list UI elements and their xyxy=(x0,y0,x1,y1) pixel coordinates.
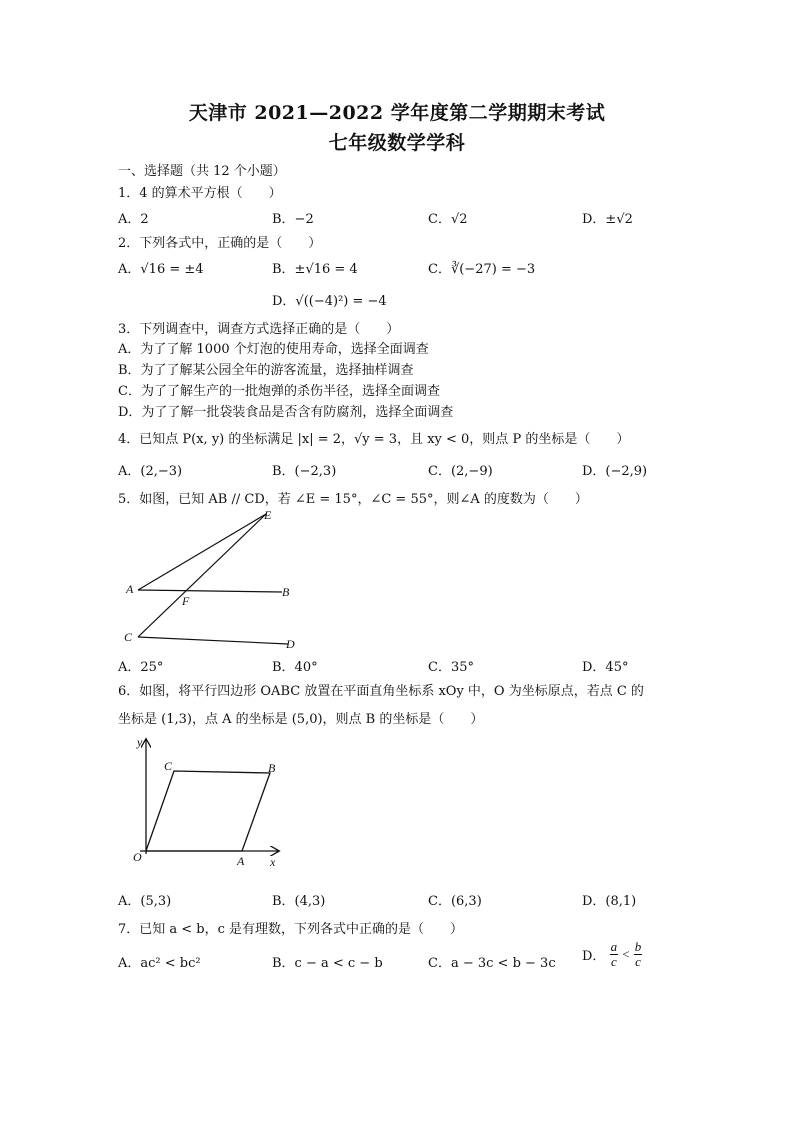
q6-option-c: C．(6,3) xyxy=(428,894,482,909)
q6-figure xyxy=(118,730,293,875)
label-x: x xyxy=(270,855,276,869)
q1-option-c: C．√2 xyxy=(428,212,468,227)
fraction-denominator: c xyxy=(635,954,641,969)
q2-option-b: B．±√16 = 4 xyxy=(272,262,358,277)
label-e: E xyxy=(264,508,272,522)
q7-option-c: C．a − 3c < b − 3c xyxy=(428,956,556,971)
question-4-stem: 4．已知点 P(x, y) 的坐标满足 |x| = 2，√y = 3，且 xy < 0，则点 P 的坐标是（ ） xyxy=(118,432,630,447)
label-a: A xyxy=(126,582,134,596)
q2-option-c: C．∛(−27) = −3 xyxy=(428,262,536,277)
page-subtitle: 七年级数学学科 xyxy=(328,132,466,154)
q4-option-d: D．(−2,9) xyxy=(582,464,648,479)
fraction-numerator: a xyxy=(610,939,618,954)
line-cd xyxy=(138,637,288,644)
q1-option-a: A．2 xyxy=(118,212,149,227)
q5-option-b: B．40° xyxy=(272,660,318,675)
question-5-stem: 5．如图，已知 AB // CD，若 ∠E = 15°，∠C = 55°，则∠A 的度数为（ ） xyxy=(118,492,588,507)
line-ce xyxy=(138,514,266,637)
q4-option-a: A．(2,−3) xyxy=(118,464,183,479)
q7-option-d-prefix: D． xyxy=(582,949,606,964)
label-b: B xyxy=(282,585,290,599)
label-c: C xyxy=(164,759,173,773)
q5-figure xyxy=(118,508,308,650)
q4-option-b: B．(−2,3) xyxy=(272,464,337,479)
q5-option-d: D．45° xyxy=(582,660,629,675)
q4-option-c: C．(2,−9) xyxy=(428,464,493,479)
q3-option-a: A．为了了解 1000 个灯泡的使用寿命，选择全面调查 xyxy=(118,342,429,357)
fraction-denominator: c xyxy=(610,954,617,969)
fraction-numerator: b xyxy=(634,939,642,954)
q6-option-b: B．(4,3) xyxy=(272,894,326,909)
q2-option-d: D．√((−4)²) = −4 xyxy=(272,294,387,309)
question-6-stem-line1: 6．如图，将平行四边形 OABC 放置在平面直角坐标系 xOy 中，O 为坐标原点，若点 C 的 xyxy=(118,684,644,699)
page-title: 天津市 2021—2022 学年度第二学期期末考试 xyxy=(188,102,606,124)
less-than-sign: < xyxy=(622,946,630,962)
section-heading: 一、选择题（共 12 个小题） xyxy=(118,164,286,179)
label-f: F xyxy=(182,594,190,608)
label-b: B xyxy=(268,761,276,775)
q7-option-b: B．c − a < c − b xyxy=(272,956,383,971)
fraction-a-over-c xyxy=(610,940,619,969)
question-7-stem: 7．已知 a < b，c 是有理数，下列各式中正确的是（ ） xyxy=(118,922,464,937)
q1-option-d: D．±√2 xyxy=(582,212,633,227)
q3-option-b: B．为了了解某公园全年的游客流量，选择抽样调查 xyxy=(118,363,414,378)
q7-option-d xyxy=(582,940,642,969)
q2-option-a: A．√16 = ±4 xyxy=(118,262,204,277)
label-a: A xyxy=(237,854,245,868)
q6-option-d: D．(8,1) xyxy=(582,894,637,909)
q7-option-a: A．ac² < bc² xyxy=(118,956,201,971)
line-ab xyxy=(138,590,282,592)
fraction-b-over-c xyxy=(634,940,643,969)
question-3-stem: 3．下列调查中，调查方式选择正确的是（ ） xyxy=(118,322,400,337)
q1-option-b: B．−2 xyxy=(272,212,314,227)
label-d: D xyxy=(286,637,295,650)
q5-option-c: C．35° xyxy=(428,660,474,675)
q5-option-a: A．25° xyxy=(118,660,164,675)
question-2-stem: 2．下列各式中，正确的是（ ） xyxy=(118,236,322,251)
parallelogram-oabc xyxy=(146,771,270,851)
question-1-stem: 1．4 的算术平方根（ ） xyxy=(118,186,282,201)
label-c: C xyxy=(124,630,133,644)
question-6-stem-line2: 坐标是 (1,3)，点 A 的坐标是 (5,0)，则点 B 的坐标是（ ） xyxy=(118,712,484,727)
label-y: y xyxy=(137,735,143,749)
q6-option-a: A．(5,3) xyxy=(118,894,172,909)
q3-option-d: D．为了了解一批袋装食品是否含有防腐剂，选择全面调查 xyxy=(118,405,454,420)
label-o: O xyxy=(133,850,142,864)
line-ae xyxy=(138,514,266,590)
q3-option-c: C．为了了解生产的一批炮弹的杀伤半径，选择全面调查 xyxy=(118,384,440,399)
